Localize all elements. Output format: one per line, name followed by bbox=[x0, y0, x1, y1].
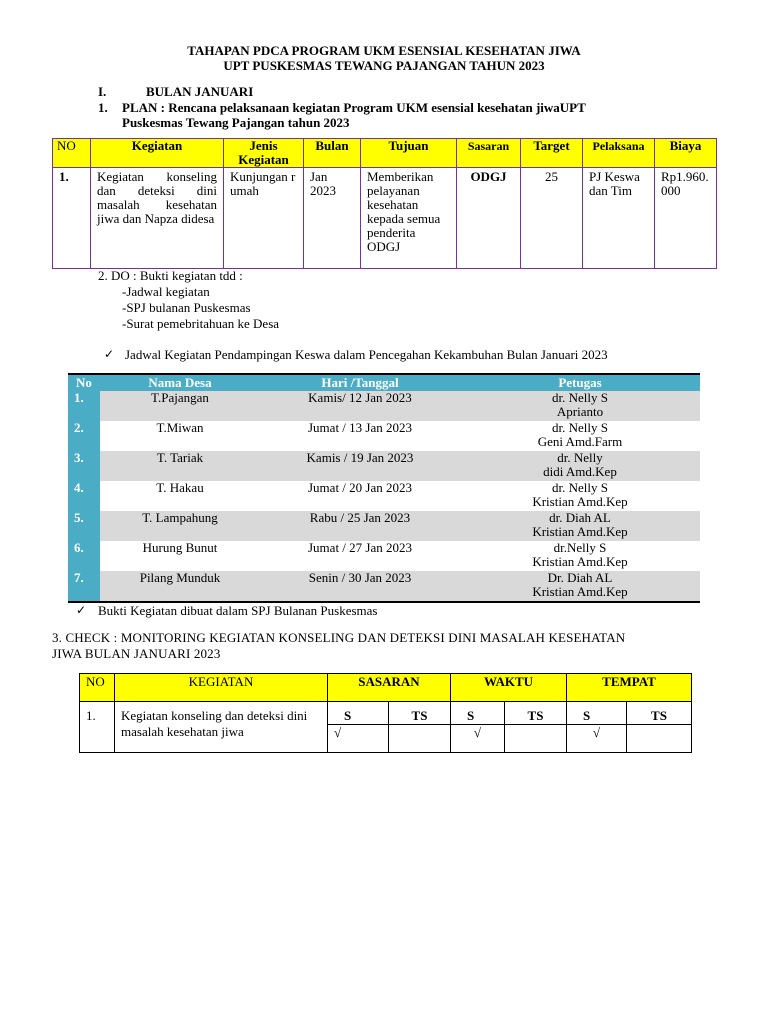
schedule-desa: T.Miwan bbox=[156, 420, 204, 435]
plan-header-target: Target bbox=[521, 139, 583, 168]
waktu-s-label: S bbox=[451, 702, 505, 725]
table-row bbox=[68, 391, 700, 421]
check-header-sasaran: SASARAN bbox=[328, 674, 451, 702]
plan-header-tujuan: Tujuan bbox=[361, 139, 457, 168]
tempat-ts-label: TS bbox=[627, 702, 692, 725]
schedule-tanggal: Kamis/ 12 Jan 2023 bbox=[260, 391, 460, 421]
petugas-2: Geni Amd.Farm bbox=[537, 434, 623, 449]
table-row bbox=[68, 541, 700, 571]
plan-cell-sasaran: ODGJ bbox=[457, 168, 521, 269]
plan-cell-target: 25 bbox=[521, 168, 583, 269]
schedule-petugas bbox=[460, 481, 700, 511]
table-row bbox=[68, 421, 700, 451]
table-row bbox=[68, 571, 700, 602]
table-row bbox=[68, 451, 700, 481]
plan-header-biaya: Biaya bbox=[655, 139, 717, 168]
plan-cell-kegiatan: Kegiatan konseling dan deteksi dini masalah kesehatan jiwa dan Napza didesa bbox=[91, 168, 224, 269]
doc-title-line2: UPT PUSKESMAS TEWANG PAJANGAN TAHUN 2023 bbox=[223, 58, 545, 73]
schedule-desa: T. Lampahung bbox=[100, 511, 260, 541]
schedule-footnote: Bukti Kegiatan dibuat dalam SPJ Bulanan Puskesmas bbox=[98, 603, 378, 618]
petugas-2: Kristian Amd.Kep bbox=[532, 494, 628, 509]
plan-header-kegiatan: Kegiatan bbox=[91, 139, 224, 168]
plan-header-no: NO bbox=[53, 139, 91, 168]
check-cell-no: 1. bbox=[80, 702, 115, 753]
plan-row bbox=[53, 168, 717, 269]
plan-header-bulan: Bulan bbox=[304, 139, 361, 168]
petugas-1: dr. Diah AL bbox=[549, 510, 611, 525]
schedule-desa: Hurung Bunut bbox=[142, 540, 218, 555]
schedule-desa: T. Hakau bbox=[156, 480, 204, 495]
check-heading-line2: JIWA BULAN JANUARI 2023 bbox=[52, 646, 221, 661]
schedule-tanggal: Jumat / 13 Jan 2023 bbox=[308, 420, 412, 435]
petugas-2: Kristian Amd.Kep bbox=[532, 554, 628, 569]
table-row bbox=[68, 481, 700, 511]
schedule-petugas bbox=[460, 511, 700, 541]
schedule-no: 2. bbox=[68, 421, 100, 451]
waktu-ts-label: TS bbox=[505, 702, 567, 725]
check-header-waktu: WAKTU bbox=[451, 674, 567, 702]
schedule-tanggal: Jumat / 27 Jan 2023 bbox=[308, 540, 412, 555]
check-heading-line1: 3. CHECK : MONITORING KEGIATAN KONSELING DAN DETEKSI DINI MASALAH KESEHATAN bbox=[52, 630, 626, 645]
schedule-petugas bbox=[460, 541, 700, 571]
sasaran-s-check: √ bbox=[328, 725, 389, 753]
waktu-s-check: √ bbox=[451, 725, 505, 753]
do-item-3: -Surat pemebritahuan ke Desa bbox=[122, 316, 280, 331]
plan-heading-line2: Puskesmas Tewang Pajangan tahun 2023 bbox=[122, 115, 350, 130]
schedule-petugas bbox=[460, 391, 700, 421]
plan-cell-tujuan: Memberikan pelayanan kesehatan kepada semua penderita ODGJ bbox=[361, 168, 457, 269]
schedule-no: 4. bbox=[68, 481, 100, 511]
schedule-tanggal: Jumat / 20 Jan 2023 bbox=[308, 480, 412, 495]
petugas-1: dr. Nelly bbox=[557, 450, 603, 465]
plan-cell-no: 1. bbox=[53, 168, 91, 269]
schedule-tanggal: Kamis / 19 Jan 2023 bbox=[260, 451, 460, 481]
tempat-ts-cell bbox=[627, 725, 692, 753]
table-row bbox=[68, 511, 700, 541]
doc-title-line1: TAHAPAN PDCA PROGRAM UKM ESENSIAL KESEHATAN JIWA bbox=[187, 43, 581, 58]
check-header-tempat: TEMPAT bbox=[567, 674, 692, 702]
do-item-2: -SPJ bulanan Puskesmas bbox=[122, 300, 251, 315]
schedule-petugas bbox=[460, 571, 700, 602]
petugas-1: dr. Nelly S bbox=[552, 480, 608, 495]
plan-header-pelaksana: Pelaksana bbox=[583, 139, 655, 168]
schedule-no: 5. bbox=[68, 511, 100, 541]
plan-header-sasaran: Sasaran bbox=[457, 139, 521, 168]
sasaran-ts-label: TS bbox=[389, 702, 451, 725]
schedule-header-petugas: Petugas bbox=[460, 374, 700, 391]
section-label: BULAN JANUARI bbox=[146, 84, 254, 99]
do-item-1: -Jadwal kegiatan bbox=[122, 284, 210, 299]
check-header-kegiatan: KEGIATAN bbox=[115, 674, 328, 702]
checkmark-bullet-icon: ✓ bbox=[104, 347, 115, 361]
schedule-table bbox=[68, 373, 700, 603]
tempat-s-check: √ bbox=[567, 725, 627, 753]
plan-cell-jenis: Kunjungan rumah bbox=[224, 168, 304, 269]
waktu-ts-cell bbox=[505, 725, 567, 753]
schedule-no: 7. bbox=[68, 571, 100, 602]
schedule-header-tanggal: Hari /Tanggal bbox=[260, 374, 460, 391]
schedule-header-no: No bbox=[68, 374, 100, 391]
schedule-title: Jadwal Kegiatan Pendampingan Keswa dalam Pencegahan Kekambuhan Bulan Januari 2023 bbox=[125, 347, 608, 362]
schedule-desa: T. Tariak bbox=[100, 451, 260, 481]
petugas-1: dr. Nelly S bbox=[552, 390, 608, 405]
schedule-header-desa: Nama Desa bbox=[100, 374, 260, 391]
tempat-s-label: S bbox=[567, 702, 627, 725]
petugas-2: didi Amd.Kep bbox=[543, 464, 617, 479]
plan-table bbox=[52, 138, 717, 269]
check-header-no: NO bbox=[80, 674, 115, 702]
schedule-petugas bbox=[460, 451, 700, 481]
plan-header-jenis: Jenis Kegiatan bbox=[224, 139, 304, 168]
schedule-no: 6. bbox=[68, 541, 100, 571]
checkmark-bullet-icon: ✓ bbox=[76, 603, 87, 617]
petugas-1: dr.Nelly S bbox=[553, 540, 607, 555]
plan-cell-pelaksana: PJ Keswa dan Tim bbox=[583, 168, 655, 269]
petugas-2: Kristian Amd.Kep bbox=[532, 524, 628, 539]
schedule-no: 1. bbox=[68, 391, 100, 421]
schedule-tanggal: Senin / 30 Jan 2023 bbox=[260, 571, 460, 602]
schedule-desa: Pilang Munduk bbox=[100, 571, 260, 602]
plan-heading-line1: PLAN : Rencana pelaksanaan kegiatan Program UKM esensial kesehatan jiwaUPT bbox=[122, 100, 586, 115]
check-table bbox=[79, 673, 692, 753]
petugas-1: dr. Nelly S bbox=[552, 420, 608, 435]
plan-cell-bulan: Jan 2023 bbox=[304, 168, 361, 269]
do-heading: 2. DO : Bukti kegiatan tdd : bbox=[98, 268, 243, 283]
schedule-desa: T.Pajangan bbox=[100, 391, 260, 421]
petugas-1: Dr. Diah AL bbox=[547, 570, 613, 585]
schedule-no: 3. bbox=[68, 451, 100, 481]
schedule-petugas bbox=[460, 421, 700, 451]
sasaran-s-label: S bbox=[328, 702, 389, 725]
plan-cell-biaya: Rp1.960.000 bbox=[655, 168, 717, 269]
plan-num: 1. bbox=[98, 100, 108, 115]
schedule-tanggal: Rabu / 25 Jan 2023 bbox=[260, 511, 460, 541]
section-num: I. bbox=[98, 84, 107, 99]
check-cell-kegiatan: Kegiatan konseling dan deteksi dini masalah kesehatan jiwa bbox=[115, 702, 328, 753]
petugas-2: Aprianto bbox=[556, 404, 604, 419]
sasaran-ts-cell bbox=[389, 725, 451, 753]
petugas-2: Kristian Amd.Kep bbox=[532, 584, 628, 599]
